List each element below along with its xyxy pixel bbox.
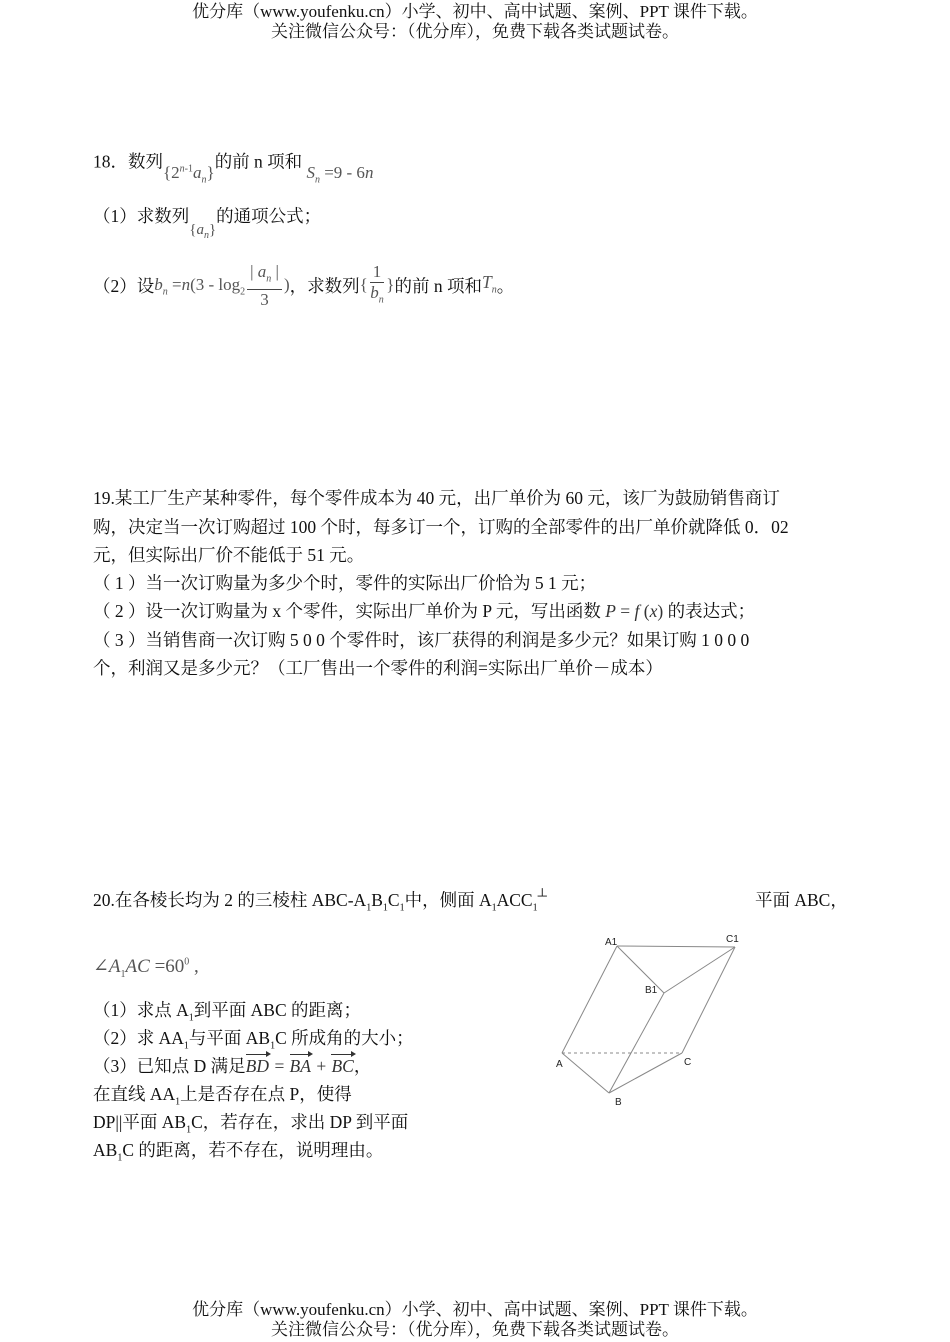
q19-line-5-text-a: （ 2 ）设一次订购量为 x 个零件，实际出厂单价为 P 元，写出函数 [93, 601, 601, 621]
q18-intro-text-b: 的前 n 项和 [214, 151, 303, 172]
q18-an-formula: $\{a_n\}$ [189, 222, 217, 241]
q18-bn-formula: $b_n =n(3 - \log_2$ $\frac{| a_n |}{3}$ ) [154, 262, 290, 310]
q19-line-1: 19.某工厂生产某种零件，每个零件成本为 40 元，出厂单价为 60 元，该厂为鼓励销售商订 [93, 488, 780, 508]
q18-part2 [93, 262, 514, 310]
q19-line-2: 购，决定当一次订购超过 100 个时，每多订一个，订购的全部零件的出厂单价就降低 0．02 [93, 517, 789, 537]
q20-line-4-text-b: 上是否存在点 P，使得 [180, 1084, 352, 1104]
q20-line-5-text-a: DP||平面 AB [93, 1112, 187, 1132]
q19-line-7: 个，利润又是多少元？（工厂售出一个零件的利润=实际出厂单价－成本） [93, 658, 663, 678]
q18-part2-text-a: （2）设 [93, 276, 155, 297]
q20-part2-text-c: C 所成角的大小； [275, 1028, 414, 1048]
q20-line-1-text-b: B [371, 890, 383, 910]
q20-part1: （1）求点 $A_1$到平面 ABC 的距离； [93, 1000, 361, 1024]
q19-line-4: （ 1 ）当一次订购量为多少个时，零件的实际出厂价恰为 5 1 元； [93, 573, 597, 593]
label-a1: A1 [605, 937, 618, 948]
q18-sum-formula: $S_n =9 - 6n$ [306, 162, 374, 186]
edge-a1-c1 [617, 946, 735, 947]
q18-part2-text-d: 。 [496, 276, 515, 297]
q18-part2-text-b: ，求数列 [289, 276, 360, 297]
q18-reciprocal-formula: { $\frac{1}{b_n}$ } [359, 262, 395, 306]
q18-part1-text-b: 的通项公式； [216, 206, 322, 226]
q20-part2-text-b: 与平面 AB [188, 1028, 271, 1048]
prism-figure [545, 925, 755, 1110]
q20-line-4: 在直线 $AA_1$上是否存在点 P，使得 [93, 1084, 352, 1108]
perpendicular-icon: ┴ [537, 888, 547, 903]
footer-line-2: 关注微信公众号：（优分库），免费下载各类试题试卷。 [271, 1320, 679, 1339]
q20-line-6: $AB_1C$ 的距离，若不存在，说明理由。 [93, 1140, 384, 1164]
q20-part3 [93, 1055, 371, 1077]
q20-angle-formula: $\angle A_1AC =60^0$ , [93, 956, 199, 980]
label-a: A [556, 1059, 563, 1070]
q19-line-5-text-b: 的表达式； [667, 601, 756, 621]
q18-part1-text-a: （1）求数列 [93, 206, 190, 226]
q18-intro-text-a: 18．数列 [93, 151, 163, 172]
q20-line-1-text-e: ACC [496, 890, 533, 910]
q18-intro [93, 148, 374, 186]
q20-part2: （2）求 $AA_1$与平面 $AB_1C$ 所成角的大小； [93, 1028, 414, 1052]
header-line-1: 优分库（www.youfenku.cn）小学、初中、高中试题、案例、PPT 课件下载。 [192, 2, 758, 21]
q20-vector-formula: BD = BA + BC [245, 1056, 354, 1076]
q20-line-5-text-b: C，若存在，求出 DP 到平面 [191, 1112, 409, 1132]
footer-line-1: 优分库（www.youfenku.cn）小学、初中、高中试题、案例、PPT 课件下载。 [192, 1300, 758, 1319]
q18-part1 [93, 205, 322, 241]
q18-part2-text-c: 的前 n 项和 [394, 276, 482, 297]
q18-tn-formula: $T_n$ [481, 271, 497, 296]
q20-line-1-text-a: 20.在各棱长均为 2 的三棱柱 ABC-A [93, 890, 367, 910]
q20-line-6-text-b: C 的距离，若不存在，说明理由。 [122, 1140, 384, 1160]
q20-part3-text-b: ， [353, 1056, 372, 1076]
q20-line-1-tail: 平面 ABC， [755, 890, 848, 910]
q20-part2-text-a: （2）求 AA [93, 1028, 184, 1048]
label-c1: C1 [726, 934, 739, 945]
q20-part1-text-b: 到平面 ABC 的距离； [193, 1000, 361, 1020]
q19-function-formula: P = f (x) [605, 601, 668, 621]
edge-a-b [562, 1053, 609, 1093]
edge-b1-c1 [664, 947, 735, 993]
q20-line-5: DP||平面 $AB_1C$，若存在，求出 DP 到平面 [93, 1112, 409, 1136]
label-c: C [684, 1057, 692, 1068]
q20-line-1-text-d: 中，侧面 A [404, 890, 492, 910]
q20-line-6-text-a: AB [93, 1140, 118, 1160]
edge-c1-c [682, 947, 735, 1053]
q20-line-1-text-c: C [387, 890, 400, 910]
q19-line-6: （ 3 ）当销售商一次订购 5 0 0 个零件时，该厂获得的利润是多少元？如果订购 1 0 0 0 [93, 630, 750, 650]
label-b1: B1 [645, 985, 658, 996]
q20-line-1: 20.在各棱长均为 2 的三棱柱 ABC-$A_1B_1C_1$中，侧面 $A_1ACC_1^┴$ [93, 888, 547, 914]
q19-line-5 [93, 600, 755, 622]
q20-part1-text-a: （1）求点 A [93, 1000, 189, 1020]
label-b: B [615, 1097, 622, 1108]
edge-a1-a [562, 946, 617, 1053]
header-line-2: 关注微信公众号：（优分库），免费下载各类试题试卷。 [271, 22, 679, 41]
q20-part3-text-a: （3）已知点 D 满足 [93, 1056, 246, 1076]
q20-line-4-text-a: 在直线 AA [93, 1084, 176, 1104]
q19-line-3: 元，但实际出厂价不能低于 51 元。 [93, 545, 365, 565]
q18-sequence-formula: $\{2^{n-1}a_n\}$ [163, 162, 215, 186]
